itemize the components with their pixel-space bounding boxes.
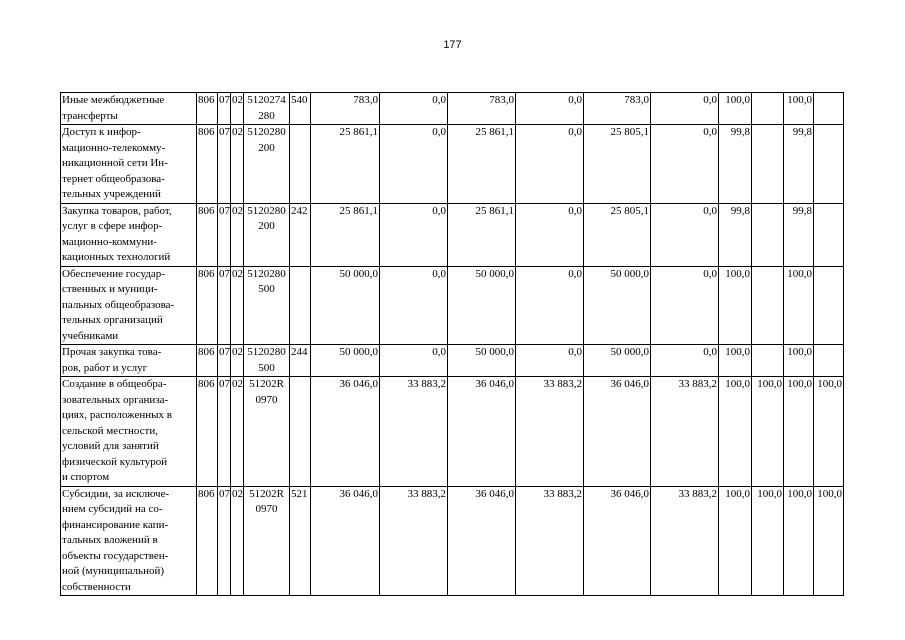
cell-csr xyxy=(244,345,290,377)
cell-value-3: 25 861,1 xyxy=(448,203,516,266)
cell-pr: 02 xyxy=(231,203,244,266)
cell-name-line: никационной сети Ин- xyxy=(62,157,168,169)
cell-vr xyxy=(290,266,311,345)
cell-name-line: мационно-коммуни- xyxy=(62,235,157,248)
cell-vr xyxy=(290,125,311,204)
cell-name xyxy=(61,203,197,266)
cell-percent-3: 99,8 xyxy=(784,125,814,204)
cell-value-6: 0,0 xyxy=(651,203,719,266)
cell-pr: 02 xyxy=(231,125,244,204)
cell-rz: 07 xyxy=(218,93,231,125)
cell-csr-line: 200 xyxy=(258,220,275,232)
cell-name-line: тальных вложений в xyxy=(62,534,158,546)
cell-value-1: 36 046,0 xyxy=(311,377,380,487)
cell-percent-2 xyxy=(752,93,784,125)
cell-percent-1: 100,0 xyxy=(719,486,752,596)
cell-percent-3: 100,0 xyxy=(784,266,814,345)
cell-value-4: 0,0 xyxy=(516,93,584,125)
cell-name-line: услуг в сфере инфор- xyxy=(62,220,163,232)
cell-name-line: Закупка товаров, работ, xyxy=(62,204,172,217)
cell-percent-1: 100,0 xyxy=(719,266,752,345)
cell-pr: 02 xyxy=(231,93,244,125)
cell-pr: 02 xyxy=(231,377,244,487)
cell-pr: 02 xyxy=(231,345,244,377)
cell-pr: 02 xyxy=(231,266,244,345)
cell-value-4: 33 883,2 xyxy=(516,377,584,487)
cell-percent-2 xyxy=(752,125,784,204)
cell-vr xyxy=(290,377,311,487)
cell-csr-line: 51202R xyxy=(249,487,284,500)
table-row xyxy=(61,203,844,266)
cell-name-line: пальных общеобразова- xyxy=(62,298,175,311)
cell-percent-2: 100,0 xyxy=(752,377,784,487)
cell-csr-line: 5120280 xyxy=(247,346,286,358)
cell-value-4: 0,0 xyxy=(516,125,584,204)
cell-name-line: трансферты xyxy=(62,109,118,122)
cell-value-5: 50 000,0 xyxy=(584,266,651,345)
cell-csr-line: 5120280 xyxy=(247,126,286,138)
cell-csr-line: 200 xyxy=(258,141,275,154)
cell-csr xyxy=(244,486,290,596)
cell-value-5: 25 805,1 xyxy=(584,203,651,266)
table-row xyxy=(61,266,844,345)
cell-percent-1: 100,0 xyxy=(719,345,752,377)
cell-value-6: 33 883,2 xyxy=(651,486,719,596)
cell-vr: 242 xyxy=(290,203,311,266)
cell-csr-line: 280 xyxy=(258,109,275,122)
cell-pr: 02 xyxy=(231,486,244,596)
cell-csr xyxy=(244,266,290,345)
cell-csr xyxy=(244,125,290,204)
cell-percent-3: 100,0 xyxy=(784,377,814,487)
cell-value-3: 50 000,0 xyxy=(448,266,516,345)
cell-percent-3: 100,0 xyxy=(784,486,814,596)
cell-value-3: 50 000,0 xyxy=(448,345,516,377)
table-row xyxy=(61,486,844,596)
cell-name xyxy=(61,125,197,204)
cell-percent-4 xyxy=(814,266,844,345)
cell-percent-3: 99,8 xyxy=(784,203,814,266)
cell-percent-2 xyxy=(752,266,784,345)
cell-percent-4 xyxy=(814,345,844,377)
cell-name-line: тельных организаций xyxy=(62,314,163,326)
cell-value-1: 50 000,0 xyxy=(311,266,380,345)
cell-value-6: 33 883,2 xyxy=(651,377,719,487)
cell-name-line: и спортом xyxy=(62,471,110,483)
cell-value-4: 33 883,2 xyxy=(516,486,584,596)
table-row xyxy=(61,377,844,487)
cell-name-line: Прочая закупка това- xyxy=(62,346,162,358)
cell-name xyxy=(61,266,197,345)
cell-gr: 806 xyxy=(197,93,218,125)
cell-value-6: 0,0 xyxy=(651,266,719,345)
cell-csr xyxy=(244,377,290,487)
table-row xyxy=(61,345,844,377)
cell-rz: 07 xyxy=(218,377,231,487)
cell-name-line: физической культурой xyxy=(62,455,168,468)
cell-vr: 521 xyxy=(290,486,311,596)
cell-value-4: 0,0 xyxy=(516,345,584,377)
cell-name-line: собственности xyxy=(62,580,131,593)
cell-name-line: ров, работ и услуг xyxy=(62,361,148,374)
cell-value-5: 36 046,0 xyxy=(584,486,651,596)
cell-csr-line: 0970 xyxy=(255,503,278,515)
cell-csr-line: 500 xyxy=(258,283,275,295)
cell-value-1: 36 046,0 xyxy=(311,486,380,596)
cell-value-3: 25 861,1 xyxy=(448,125,516,204)
cell-value-4: 0,0 xyxy=(516,266,584,345)
cell-percent-2 xyxy=(752,345,784,377)
cell-percent-3: 100,0 xyxy=(784,93,814,125)
cell-value-3: 36 046,0 xyxy=(448,486,516,596)
cell-name-line: сельской местности, xyxy=(62,424,159,437)
cell-name-line: Субсидии, за исключе- xyxy=(62,487,170,500)
table-row xyxy=(61,93,844,125)
cell-rz: 07 xyxy=(218,345,231,377)
cell-percent-3: 100,0 xyxy=(784,345,814,377)
cell-value-2: 0,0 xyxy=(380,345,448,377)
cell-name xyxy=(61,377,197,487)
cell-name xyxy=(61,93,197,125)
cell-csr-line: 5120274 xyxy=(247,94,286,106)
cell-name-line: циях, расположенных в xyxy=(62,409,172,421)
cell-value-2: 0,0 xyxy=(380,203,448,266)
cell-value-4: 0,0 xyxy=(516,203,584,266)
cell-csr-line: 5120280 xyxy=(247,204,286,217)
cell-name-line: зовательных организа- xyxy=(62,393,169,406)
cell-value-5: 36 046,0 xyxy=(584,377,651,487)
cell-percent-4 xyxy=(814,203,844,266)
cell-name-line: объекты государствен- xyxy=(62,549,169,562)
cell-csr-line: 500 xyxy=(258,361,275,374)
cell-name-line: мационно-телекомму- xyxy=(62,141,166,154)
cell-rz: 07 xyxy=(218,203,231,266)
cell-percent-1: 100,0 xyxy=(719,93,752,125)
cell-name-line: ственных и муници- xyxy=(62,283,158,295)
page-number: 177 xyxy=(443,39,462,51)
cell-rz: 07 xyxy=(218,486,231,596)
cell-rz: 07 xyxy=(218,125,231,204)
cell-name-line: кационных технологий xyxy=(62,251,171,263)
cell-value-5: 783,0 xyxy=(584,93,651,125)
cell-csr-line: 0970 xyxy=(255,393,278,406)
cell-vr: 540 xyxy=(290,93,311,125)
cell-value-5: 50 000,0 xyxy=(584,345,651,377)
cell-value-1: 50 000,0 xyxy=(311,345,380,377)
cell-csr-line: 5120280 xyxy=(247,267,286,280)
cell-gr: 806 xyxy=(197,377,218,487)
cell-percent-1: 99,8 xyxy=(719,125,752,204)
cell-name-line: нием субсидий на со- xyxy=(62,503,163,515)
cell-value-6: 0,0 xyxy=(651,125,719,204)
cell-value-2: 33 883,2 xyxy=(380,486,448,596)
budget-table xyxy=(60,92,844,596)
cell-csr-line: 51202R xyxy=(249,378,284,390)
cell-name-line: Создание в общеобра- xyxy=(62,378,167,390)
cell-percent-4 xyxy=(814,93,844,125)
cell-name-line: тельных учреждений xyxy=(62,188,161,200)
cell-percent-4: 100,0 xyxy=(814,377,844,487)
cell-name xyxy=(61,486,197,596)
cell-gr: 806 xyxy=(197,345,218,377)
cell-value-3: 36 046,0 xyxy=(448,377,516,487)
cell-value-2: 33 883,2 xyxy=(380,377,448,487)
cell-gr: 806 xyxy=(197,266,218,345)
cell-percent-2 xyxy=(752,203,784,266)
cell-value-2: 0,0 xyxy=(380,125,448,204)
cell-csr xyxy=(244,93,290,125)
cell-name-line: учебниками xyxy=(62,329,119,342)
cell-percent-4 xyxy=(814,125,844,204)
cell-value-5: 25 805,1 xyxy=(584,125,651,204)
cell-value-1: 783,0 xyxy=(311,93,380,125)
cell-name-line: условий для занятий xyxy=(62,440,159,452)
cell-rz: 07 xyxy=(218,266,231,345)
cell-value-3: 783,0 xyxy=(448,93,516,125)
cell-name xyxy=(61,345,197,377)
cell-csr xyxy=(244,203,290,266)
cell-name-line: финансирование капи- xyxy=(62,518,169,531)
cell-value-6: 0,0 xyxy=(651,345,719,377)
cell-name-line: Обеспечение государ- xyxy=(62,267,165,280)
cell-value-2: 0,0 xyxy=(380,93,448,125)
cell-name-line: ной (муниципальной) xyxy=(62,565,165,577)
cell-gr: 806 xyxy=(197,125,218,204)
cell-name-line: Иные межбюджетные xyxy=(62,94,165,106)
cell-value-2: 0,0 xyxy=(380,266,448,345)
cell-percent-2: 100,0 xyxy=(752,486,784,596)
cell-value-1: 25 861,1 xyxy=(311,203,380,266)
cell-percent-1: 100,0 xyxy=(719,377,752,487)
cell-percent-4: 100,0 xyxy=(814,486,844,596)
cell-name-line: тернет общеобразова- xyxy=(62,172,165,185)
cell-percent-1: 99,8 xyxy=(719,203,752,266)
cell-name-line: Доступ к инфор- xyxy=(62,126,141,138)
cell-vr: 244 xyxy=(290,345,311,377)
cell-gr: 806 xyxy=(197,203,218,266)
table-row xyxy=(61,125,844,204)
cell-gr: 806 xyxy=(197,486,218,596)
cell-value-1: 25 861,1 xyxy=(311,125,380,204)
cell-value-6: 0,0 xyxy=(651,93,719,125)
